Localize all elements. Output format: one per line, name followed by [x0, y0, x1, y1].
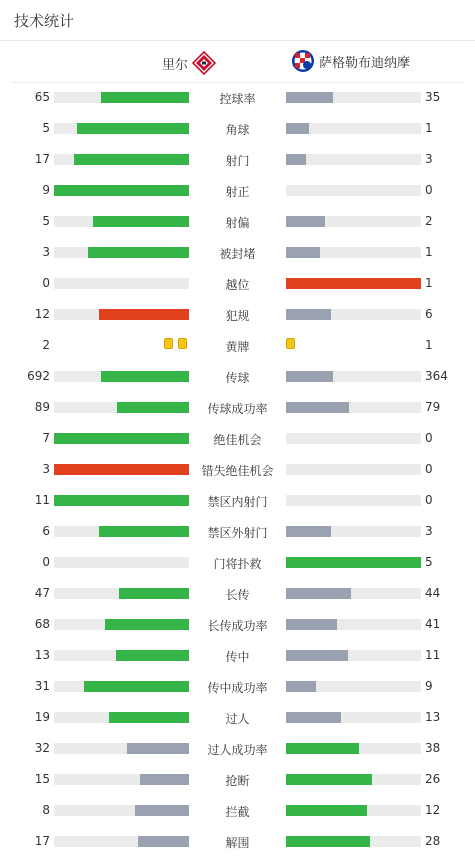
home-value: 7 [42, 431, 50, 445]
stat-label: 射门 [225, 154, 250, 168]
home-bar-fill [138, 836, 189, 847]
yellow-card-icon [178, 338, 187, 349]
home-bar-track [54, 464, 189, 475]
home-value: 17 [34, 152, 50, 166]
home-value: 89 [34, 400, 50, 414]
stat-row [0, 459, 475, 479]
stat-row [0, 118, 475, 138]
away-bar-fill [286, 371, 333, 382]
home-bar-track [54, 371, 189, 382]
home-value: 6 [42, 524, 50, 538]
home-value: 3 [42, 462, 50, 476]
away-bar-fill [286, 774, 372, 785]
away-value: 79 [425, 400, 441, 414]
home-bar-track [54, 402, 189, 413]
stat-row [0, 87, 475, 107]
home-value: 5 [42, 214, 50, 228]
home-value: 32 [34, 741, 50, 755]
away-bar-fill [286, 557, 421, 568]
stat-label: 黄牌 [225, 340, 250, 354]
stat-row [0, 397, 475, 417]
home-bar-fill [84, 681, 189, 692]
away-value: 13 [425, 710, 441, 724]
away-value: 0 [425, 462, 433, 476]
away-value: 11 [425, 648, 441, 662]
team-header [11, 41, 464, 83]
away-bar-track [286, 588, 421, 599]
away-bar-fill [286, 743, 359, 754]
stat-row [0, 645, 475, 665]
stat-label: 控球率 [219, 92, 256, 106]
stat-label: 越位 [225, 278, 250, 292]
home-bar-fill [127, 743, 189, 754]
home-bar-track [54, 557, 189, 568]
away-bar-fill [286, 619, 337, 630]
away-value: 41 [425, 617, 441, 631]
stat-label: 被封堵 [219, 247, 256, 261]
away-bar-track [286, 650, 421, 661]
home-bar-fill [77, 123, 190, 134]
away-bar-track [286, 216, 421, 227]
away-bar-track [286, 619, 421, 630]
home-value: 68 [34, 617, 50, 631]
away-bar-track [286, 402, 421, 413]
away-bar-track [286, 712, 421, 723]
away-value: 1 [425, 338, 433, 352]
stat-label: 犯规 [225, 309, 250, 323]
home-value: 19 [34, 710, 50, 724]
away-bar-track [286, 805, 421, 816]
away-bar-track [286, 681, 421, 692]
home-value: 3 [42, 245, 50, 259]
away-value: 1 [425, 276, 433, 290]
home-bar-track [54, 216, 189, 227]
home-bar-fill [88, 247, 189, 258]
stat-row [0, 180, 475, 200]
stat-label: 抢断 [225, 774, 250, 788]
home-value: 47 [34, 586, 50, 600]
away-bar-fill [286, 92, 333, 103]
home-value: 8 [42, 803, 50, 817]
home-bar-fill [99, 309, 189, 320]
away-value: 364 [425, 369, 448, 383]
stat-row [0, 335, 475, 355]
page-title: 技术统计 [14, 11, 75, 30]
stat-row [0, 800, 475, 820]
away-bar-track [286, 154, 421, 165]
home-team-name: 里尔 [161, 57, 188, 73]
away-bar-track [286, 185, 421, 196]
away-value: 6 [425, 307, 433, 321]
home-bar-track [54, 588, 189, 599]
away-bar-fill [286, 650, 348, 661]
home-team[interactable] [162, 51, 216, 75]
stat-row [0, 614, 475, 634]
home-bar-fill [74, 154, 189, 165]
stat-row [0, 304, 475, 324]
stat-label: 禁区内射门 [207, 495, 268, 509]
stat-label: 射偏 [225, 216, 250, 230]
stat-row [0, 831, 475, 851]
stat-label: 传球成功率 [207, 402, 268, 416]
home-bar-track [54, 92, 189, 103]
stat-label: 错失绝佳机会 [201, 464, 274, 478]
stat-row [0, 149, 475, 169]
home-bar-fill [116, 650, 189, 661]
stat-row [0, 366, 475, 386]
home-bar-track [54, 712, 189, 723]
away-value: 26 [425, 772, 441, 786]
away-value: 0 [425, 431, 433, 445]
stat-label: 门将扑救 [213, 557, 262, 571]
stat-row [0, 521, 475, 541]
away-bar-track [286, 123, 421, 134]
home-bar-fill [101, 371, 189, 382]
away-value: 38 [425, 741, 441, 755]
away-bar-track [286, 495, 421, 506]
away-bar-track [286, 743, 421, 754]
home-bar-track [54, 526, 189, 537]
away-bar-fill [286, 588, 351, 599]
away-value: 0 [425, 493, 433, 507]
stat-row [0, 738, 475, 758]
home-value: 17 [34, 834, 50, 848]
home-value: 5 [42, 121, 50, 135]
home-bar-track [54, 123, 189, 134]
stat-label: 射正 [225, 185, 250, 199]
away-bar-fill [286, 216, 325, 227]
home-bar-track [54, 309, 189, 320]
home-bar-track [54, 774, 189, 785]
stat-label: 传球 [225, 371, 250, 385]
away-bar-fill [286, 805, 367, 816]
away-value: 0 [425, 183, 433, 197]
home-bar-track [54, 278, 189, 289]
home-bar-track [54, 836, 189, 847]
away-bar-fill [286, 836, 370, 847]
away-bar-fill [286, 712, 341, 723]
home-value: 2 [42, 338, 50, 352]
away-value: 2 [425, 214, 433, 228]
home-value: 12 [34, 307, 50, 321]
away-value: 35 [425, 90, 441, 104]
away-team[interactable] [291, 49, 410, 73]
stat-label: 传中成功率 [207, 681, 268, 695]
away-bar-fill [286, 681, 316, 692]
stat-label: 传中 [225, 650, 250, 664]
away-bar-track [286, 557, 421, 568]
away-bar-track [286, 309, 421, 320]
home-bar-track [54, 433, 189, 444]
home-value: 15 [34, 772, 50, 786]
header-bar [0, 0, 475, 41]
away-bar-track [286, 774, 421, 785]
stat-row [0, 676, 475, 696]
stat-row [0, 707, 475, 727]
away-bar-fill [286, 402, 349, 413]
stat-label: 长传 [225, 588, 250, 602]
home-value: 65 [34, 90, 50, 104]
home-bar-track [54, 619, 189, 630]
stat-row [0, 769, 475, 789]
away-bar-track [286, 278, 421, 289]
stat-label: 角球 [225, 123, 250, 137]
home-bar-fill [140, 774, 189, 785]
home-value: 0 [42, 276, 50, 290]
home-bar-fill [54, 185, 189, 196]
home-bar-track [54, 681, 189, 692]
away-bar-track [286, 247, 421, 258]
home-bar-fill [54, 495, 189, 506]
away-bar-fill [286, 123, 309, 134]
home-value: 31 [34, 679, 50, 693]
yellow-card-icon [286, 338, 295, 349]
home-value: 692 [27, 369, 50, 383]
stat-label: 拦截 [225, 805, 250, 819]
home-bar-track [54, 154, 189, 165]
home-bar-fill [105, 619, 189, 630]
home-value: 9 [42, 183, 50, 197]
stat-label: 长传成功率 [207, 619, 268, 633]
away-bar-track [286, 464, 421, 475]
home-value: 0 [42, 555, 50, 569]
away-bar-fill [286, 154, 306, 165]
home-bar-fill [117, 402, 189, 413]
away-bar-fill [286, 526, 331, 537]
away-bar-fill [286, 309, 331, 320]
away-value: 9 [425, 679, 433, 693]
home-value: 11 [34, 493, 50, 507]
home-bar-track [54, 743, 189, 754]
stat-row [0, 273, 475, 293]
home-bar-track [54, 495, 189, 506]
stat-row [0, 583, 475, 603]
stat-label: 禁区外射门 [207, 526, 268, 540]
away-bar-fill [286, 247, 320, 258]
stat-row [0, 211, 475, 231]
away-value: 1 [425, 121, 433, 135]
away-bar-track [286, 433, 421, 444]
home-bar-fill [54, 433, 189, 444]
home-bar-track [54, 185, 189, 196]
away-bar-track [286, 92, 421, 103]
home-bar-fill [54, 464, 189, 475]
stat-row [0, 428, 475, 448]
away-value: 44 [425, 586, 441, 600]
home-bar-track [54, 805, 189, 816]
home-value: 13 [34, 648, 50, 662]
yellow-card-icon [164, 338, 173, 349]
away-value: 1 [425, 245, 433, 259]
stat-label: 过人成功率 [207, 743, 268, 757]
away-value: 5 [425, 555, 433, 569]
stat-row [0, 552, 475, 572]
away-value: 3 [425, 152, 433, 166]
away-bar-fill [286, 278, 421, 289]
home-bar-fill [135, 805, 189, 816]
home-bar-track [54, 650, 189, 661]
lille-crest-icon [192, 51, 216, 75]
stat-row [0, 242, 475, 262]
home-bar-fill [93, 216, 189, 227]
away-bar-track [286, 526, 421, 537]
stat-label: 过人 [225, 712, 250, 726]
home-bar-fill [101, 92, 189, 103]
away-value: 12 [425, 803, 441, 817]
away-value: 3 [425, 524, 433, 538]
stat-label: 绝佳机会 [213, 433, 262, 447]
stat-row [0, 490, 475, 510]
away-bar-track [286, 371, 421, 382]
home-bar-track [54, 247, 189, 258]
home-bar-fill [109, 712, 189, 723]
home-bar-fill [99, 526, 189, 537]
away-bar-track [286, 836, 421, 847]
home-bar-fill [119, 588, 189, 599]
away-value: 28 [425, 834, 441, 848]
stat-label: 解围 [225, 836, 250, 850]
away-team-name: 萨格勒布迪纳摩 [319, 55, 411, 71]
dinamo-zagreb-crest-icon [291, 49, 315, 73]
